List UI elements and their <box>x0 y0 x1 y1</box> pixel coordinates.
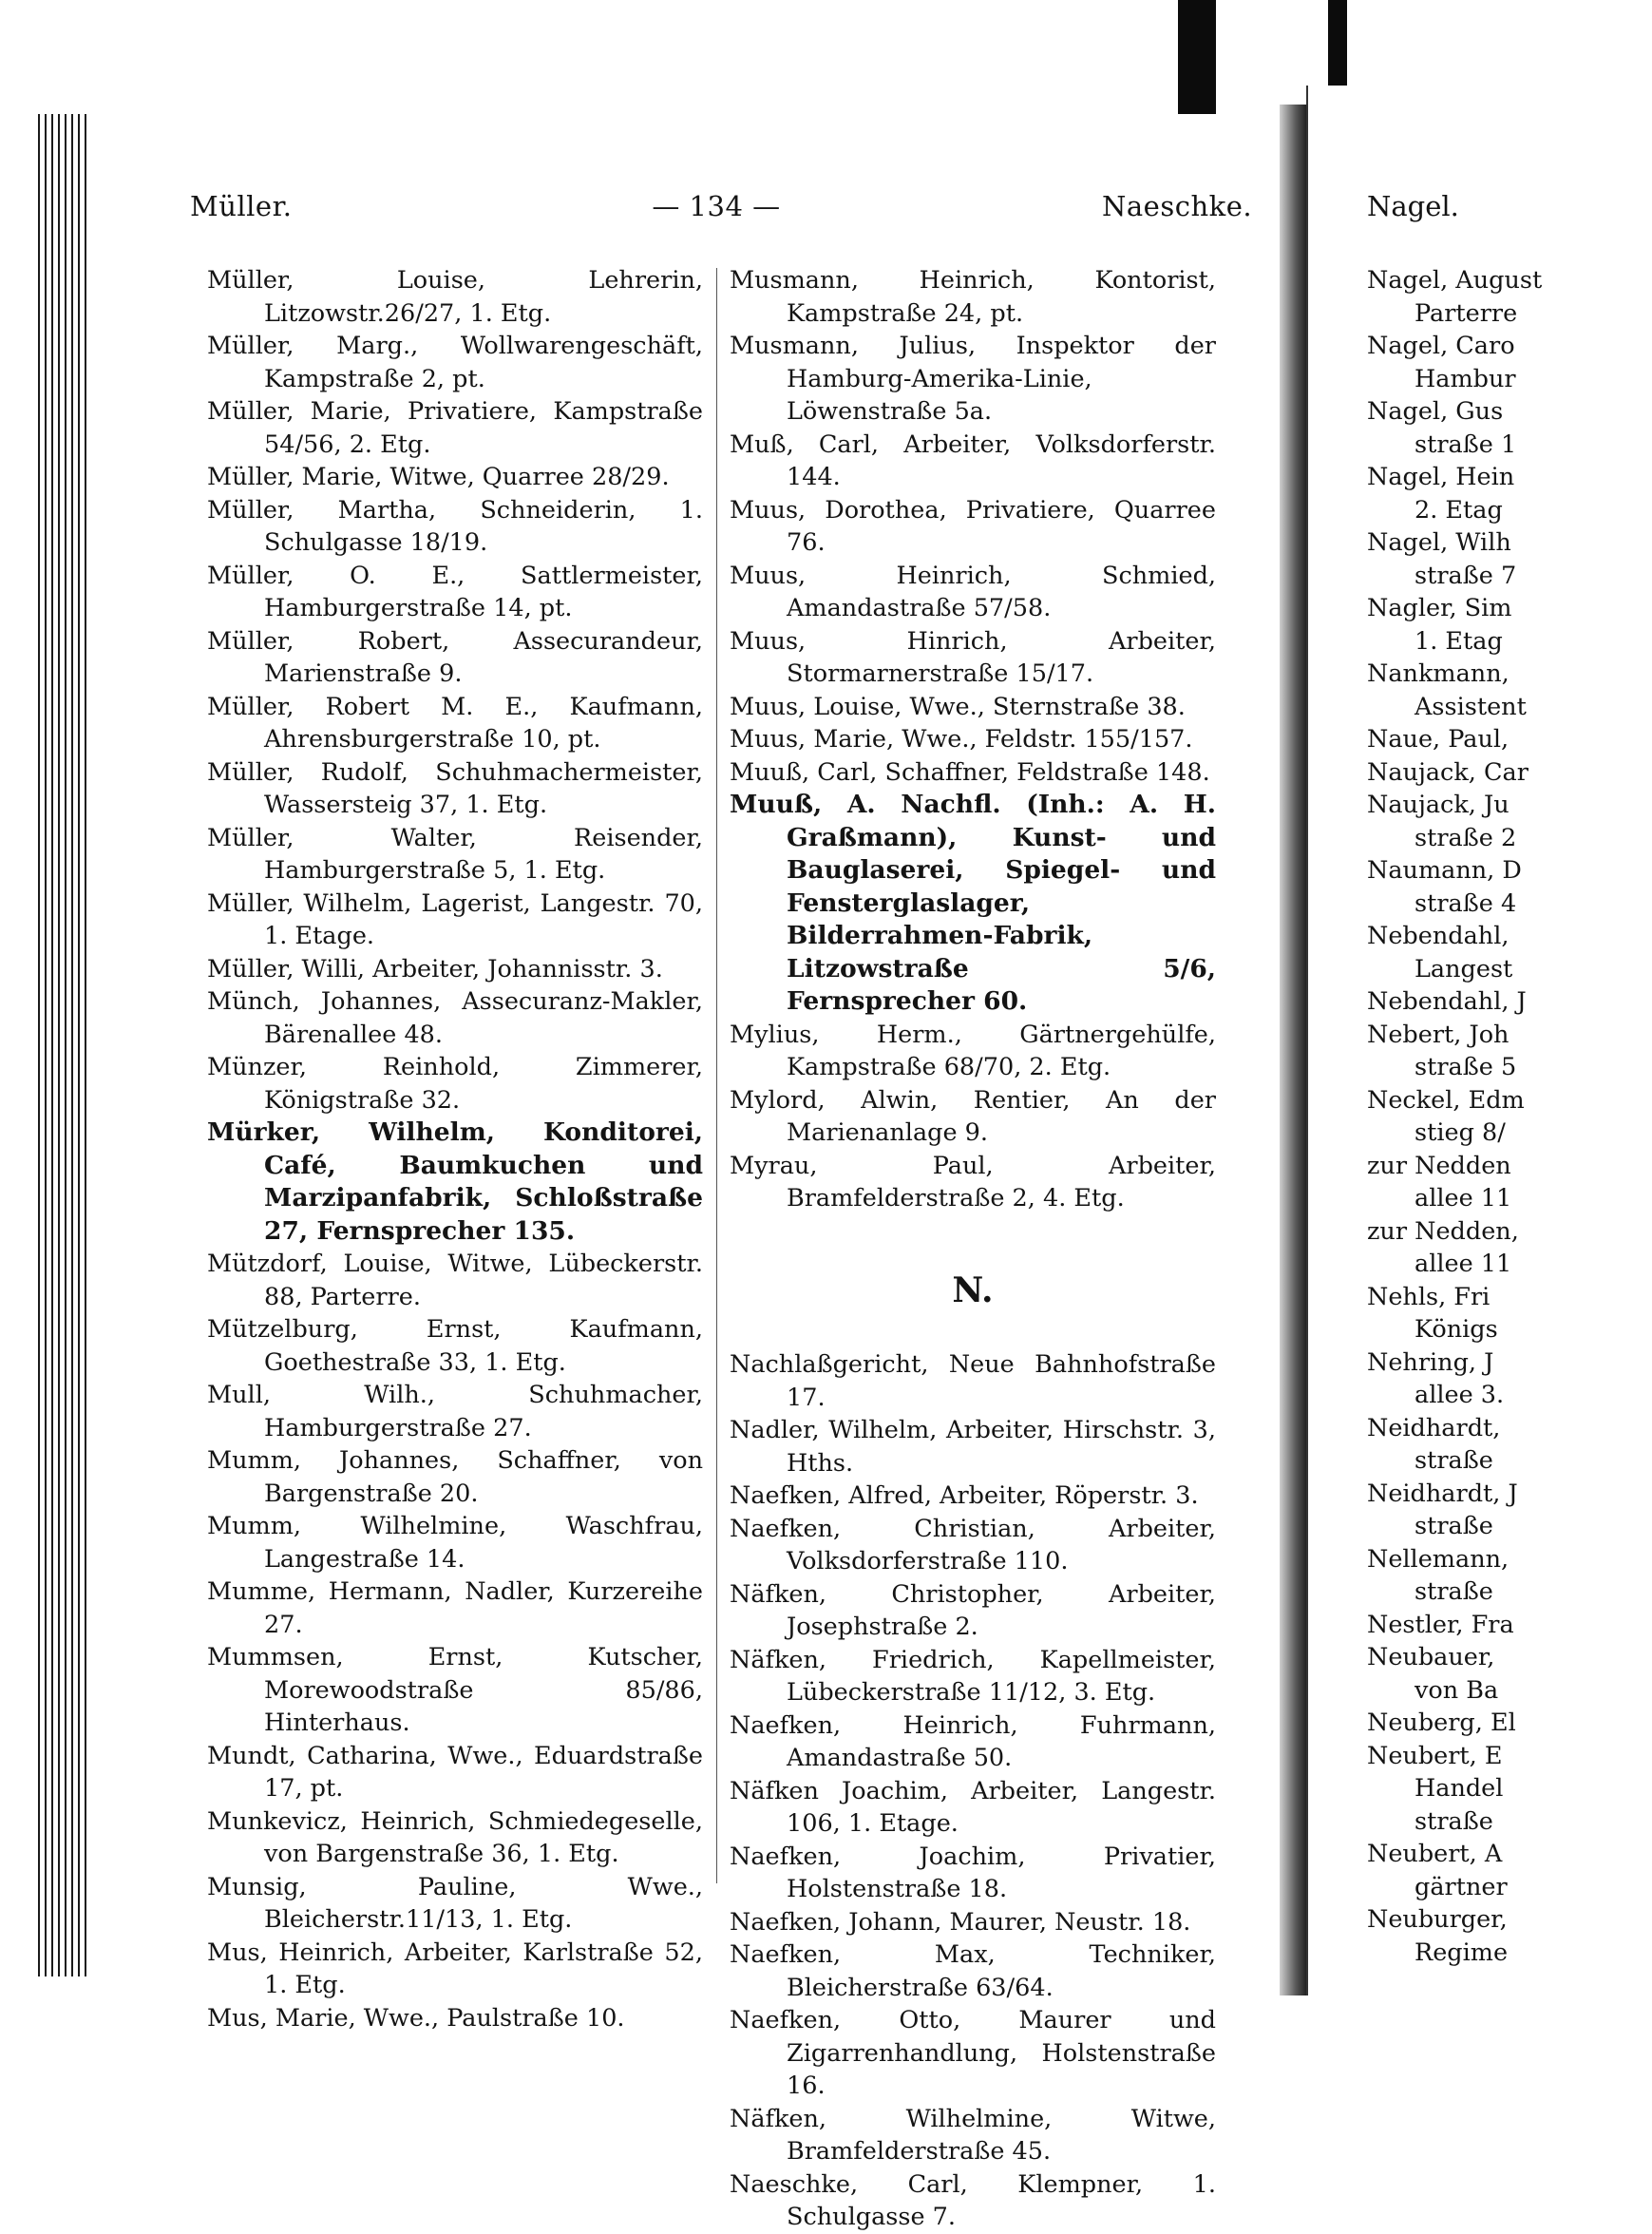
next-page-line: Neidhardt, <box>1367 1413 1501 1442</box>
scan-edge-mark-2 <box>1328 0 1347 86</box>
next-page-line: straße 5 <box>1415 1053 1517 1081</box>
next-page-line: straße <box>1415 1512 1493 1540</box>
next-page-line: straße <box>1415 1446 1493 1475</box>
next-page-line: allee 11 <box>1415 1184 1512 1212</box>
next-page-line: Naue, Paul, <box>1367 725 1510 754</box>
next-page-line: Nankmann, <box>1367 659 1510 688</box>
directory-entry: Näfken, Wilhelmine, Witwe, Bramfelderstraße 45. <box>730 2104 1216 2166</box>
directory-entry: Mundt, Catharina, Wwe., Eduardstraße 17, pt. <box>207 1741 703 1803</box>
running-head-right: Naeschke. <box>1102 190 1253 222</box>
next-page-line: Neubauer, <box>1367 1643 1495 1671</box>
directory-entry: Naefken, Joachim, Privatier, Holstenstraße 18. <box>730 1842 1216 1903</box>
directory-entry: Mus, Marie, Wwe., Paulstraße 10. <box>207 2003 625 2033</box>
next-page-line: Nebert, Joh <box>1367 1020 1510 1049</box>
directory-entry: Mylius, Herm., Gärtnergehülfe, Kampstraße 68/70, 2. Etg. <box>730 1020 1216 1081</box>
next-page-line: von Ba <box>1415 1675 1499 1705</box>
next-page-line: Königs <box>1415 1315 1498 1344</box>
middle-column-m-entries <box>730 264 1216 1215</box>
directory-entry: Munkevicz, Heinrich, Schmiedegeselle, von Bargenstraße 36, 1. Etg. <box>207 1806 703 1868</box>
next-page-line: straße 2 <box>1415 823 1517 852</box>
next-page-line: allee 3. <box>1415 1381 1505 1409</box>
next-page-line: Nagler, Sim <box>1367 594 1512 622</box>
next-page-line: Nehls, Fri <box>1367 1282 1491 1311</box>
directory-entry: Muus, Hinrich, Arbeiter, Stormarnerstraße 15/17. <box>730 626 1216 688</box>
next-page-line: Naujack, Ju <box>1367 791 1510 819</box>
directory-entry: Mummsen, Ernst, Kutscher, Morewoodstraße 85/86, Hinterhaus. <box>207 1643 703 1737</box>
directory-entry: Müller, Robert, Assecurandeur, Marienstraße 9. <box>207 626 703 688</box>
next-page-line: Neuburger, <box>1367 1905 1508 1934</box>
page-gutter <box>1280 105 1306 1995</box>
directory-entry: Naefken, Christian, Arbeiter, Volksdorferstraße 110. <box>730 1514 1216 1575</box>
column-divider <box>716 268 717 1883</box>
directory-entry: Müller, Louise, Lehrerin, Litzowstr.26/27, 1. Etg. <box>207 266 703 328</box>
directory-entry: Muuß, Carl, Schaffner, Feldstraße 148. <box>730 757 1210 787</box>
directory-entry: Myrau, Paul, Arbeiter, Bramfelderstraße 2, 4. Etg. <box>730 1151 1216 1212</box>
directory-entry: Naefken, Max, Techniker, Bleicherstraße 63/64. <box>730 1940 1216 2002</box>
directory-entry: Muus, Heinrich, Schmied, Amandastraße 57/58. <box>730 561 1216 622</box>
directory-entry: Muus, Louise, Wwe., Sternstraße 38. <box>730 692 1186 721</box>
scan-margin <box>0 0 38 2069</box>
next-page-fragment <box>1306 86 1543 1995</box>
directory-entry: Müller, Wilhelm, Lagerist, Langestr. 70, 1. Etage. <box>207 888 703 950</box>
next-page-line: Nebendahl, <box>1367 922 1510 950</box>
directory-entry: Mumme, Hermann, Nadler, Kurzereihe 27. <box>207 1577 703 1639</box>
next-page-line: zur Nedden, <box>1367 1216 1519 1246</box>
next-page-line: Nellemann, <box>1367 1544 1510 1574</box>
directory-entry: Müller, Willi, Arbeiter, Johannisstr. 3. <box>207 954 663 983</box>
directory-entry: Muß, Carl, Arbeiter, Volksdorferstr. 144. <box>730 430 1216 491</box>
directory-entry: Naefken, Johann, Maurer, Neustr. 18. <box>730 1907 1191 1937</box>
scan-edge-mark <box>1178 0 1216 114</box>
directory-entry: Münzer, Reinhold, Zimmerer, Königstraße 32. <box>207 1053 703 1115</box>
next-page-line: Nagel, August <box>1367 266 1543 295</box>
directory-entry: Müller, Rudolf, Schuhmachermeister, Wassersteig 37, 1. Etg. <box>207 757 703 819</box>
directory-entry: Näfken, Christopher, Arbeiter, Josephstraße 2. <box>730 1579 1216 1641</box>
directory-entry: Müller, Robert M. E., Kaufmann, Ahrensburgerstraße 10, pt. <box>207 692 703 754</box>
page-number: — 134 — <box>652 190 781 222</box>
directory-entry: Mull, Wilh., Schuhmacher, Hamburgerstraße 27. <box>207 1381 703 1442</box>
directory-entry: Muus, Dorothea, Privatiere, Quarree 76. <box>730 495 1216 557</box>
next-page-line: straße 7 <box>1415 561 1517 590</box>
running-head-left: Müller. <box>190 190 293 222</box>
directory-entry: Müller, Marg., Wollwarengeschäft, Kampstraße 2, pt. <box>207 332 703 393</box>
next-page-line: Nebendahl, J <box>1367 987 1527 1016</box>
next-page-line: Langest <box>1415 954 1513 983</box>
middle-column <box>730 264 1216 2234</box>
next-page-line: Neuberg, El <box>1367 1709 1516 1737</box>
directory-entry: Müller, Martha, Schneiderin, 1. Schulgasse 18/19. <box>207 495 703 557</box>
directory-entry: Mürker, Wilhelm, Konditorei, Café, Baumkuchen und Marzipanfabrik, Schloßstraße 27, Fernsprecher 135. <box>207 1117 703 1246</box>
next-page-line: allee 11 <box>1415 1250 1512 1278</box>
directory-entry: Mützelburg, Ernst, Kaufmann, Goethestraße 33, 1. Etg. <box>207 1315 703 1377</box>
directory-entry: Naefken, Heinrich, Fuhrmann, Amandastraße 50. <box>730 1710 1216 1772</box>
next-page-line: straße 4 <box>1415 888 1517 918</box>
next-page-line: Naujack, Car <box>1367 757 1529 787</box>
directory-entry: Musmann, Julius, Inspektor der Hamburg-Amerika-Linie, Löwenstraße 5a. <box>730 332 1216 426</box>
next-page-running-head: Nagel. <box>1367 190 1459 222</box>
next-page-line: zur Nedden <box>1367 1151 1511 1180</box>
directory-entry: Muus, Marie, Wwe., Feldstr. 155/157. <box>730 725 1193 754</box>
directory-entry: Näfken Joachim, Arbeiter, Langestr. 106, 1. Etage. <box>730 1776 1216 1838</box>
directory-entry: Müller, Marie, Witwe, Quarree 28/29. <box>207 463 670 491</box>
directory-entry: Mylord, Alwin, Rentier, An der Marienanlage 9. <box>730 1085 1216 1147</box>
next-page-line: Naumann, D <box>1367 856 1522 885</box>
next-page-line: Nagel, Hein <box>1367 463 1515 491</box>
next-page-line: Assistent <box>1415 692 1527 721</box>
directory-entry: Mus, Heinrich, Arbeiter, Karlstraße 52, 1. Etg. <box>207 1938 703 1999</box>
next-page-line: Nagel, Caro <box>1367 332 1515 360</box>
next-page-line: Parterre <box>1415 298 1518 328</box>
directory-entry: Nadler, Wilhelm, Arbeiter, Hirschstr. 3, Hths. <box>730 1416 1216 1478</box>
next-page-line: Nehring, J <box>1367 1347 1494 1377</box>
directory-entry: Naefken, Alfred, Arbeiter, Röperstr. 3. <box>730 1481 1199 1510</box>
directory-entry: Müller, Marie, Privatiere, Kampstraße 54/56, 2. Etg. <box>207 397 703 459</box>
next-page-line: straße <box>1415 1577 1493 1606</box>
directory-entry: Nachlaßgericht, Neue Bahnhofstraße 17. <box>730 1350 1216 1412</box>
next-page-line: Handel <box>1415 1774 1504 1803</box>
next-page-line: gärtner <box>1415 1872 1508 1901</box>
directory-entry: Naeschke, Carl, Klempner, 1. Schulgasse 7. <box>730 2169 1216 2231</box>
next-page-line: Neubert, E <box>1367 1741 1503 1770</box>
directory-entry: Muuß, A. Nachfl. (Inh.: A. H. Graßmann), Kunst- und Bauglaserei, Spiegel- und Fensterglaslager, Bilderrahmen-Fabrik, Litzowstraße 5/6, Fernsprecher 60. <box>730 790 1216 1016</box>
next-page-line: 1. Etag <box>1415 626 1503 656</box>
next-page-line: Hambur <box>1415 364 1516 393</box>
next-page-line: straße 1 <box>1415 430 1517 459</box>
book-spine-edge <box>38 114 87 1976</box>
directory-entry: Mumm, Wilhelmine, Waschfrau, Langestraße 14. <box>207 1512 703 1574</box>
next-page-line: Neckel, Edm <box>1367 1085 1525 1115</box>
middle-column-n-entries <box>730 1348 1216 2234</box>
next-page-line: Regime <box>1415 1938 1509 1967</box>
section-letter-n: N. <box>952 1270 994 1310</box>
next-page-line: Nagel, Wilh <box>1367 528 1511 557</box>
next-page-line: Neubert, A <box>1367 1840 1503 1868</box>
next-page-column <box>1367 264 1652 1969</box>
directory-entry: Müller, O. E., Sattlermeister, Hamburgerstraße 14, pt. <box>207 561 703 622</box>
directory-entry: Mumm, Johannes, Schaffner, von Bargenstraße 20. <box>207 1446 703 1508</box>
next-page-line: stieg 8/ <box>1415 1118 1506 1147</box>
directory-entry: Müller, Walter, Reisender, Hamburgerstraße 5, 1. Etg. <box>207 823 703 885</box>
directory-entry: Musmann, Heinrich, Kontorist, Kampstraße 24, pt. <box>730 266 1216 328</box>
next-page-line: 2. Etag <box>1415 495 1503 525</box>
next-page-line: Neidhardt, J <box>1367 1479 1518 1508</box>
directory-entry: Mützdorf, Louise, Witwe, Lübeckerstr. 88, Parterre. <box>207 1250 703 1311</box>
directory-entry: Näfken, Friedrich, Kapellmeister, Lübeckerstraße 11/12, 3. Etg. <box>730 1645 1216 1707</box>
left-column <box>207 264 703 2034</box>
directory-entry: Münch, Johannes, Assecuranz-Makler, Bärenallee 48. <box>207 987 703 1049</box>
next-page-line: Nagel, Gus <box>1367 397 1504 426</box>
next-page-line: straße <box>1415 1806 1493 1836</box>
next-page-line: Nestler, Fra <box>1367 1610 1514 1639</box>
directory-entry: Naefken, Otto, Maurer und Zigarrenhandlung, Holstenstraße 16. <box>730 2006 1216 2100</box>
directory-entry: Munsig, Pauline, Wwe., Bleicherstr.11/13, 1. Etg. <box>207 1872 703 1934</box>
